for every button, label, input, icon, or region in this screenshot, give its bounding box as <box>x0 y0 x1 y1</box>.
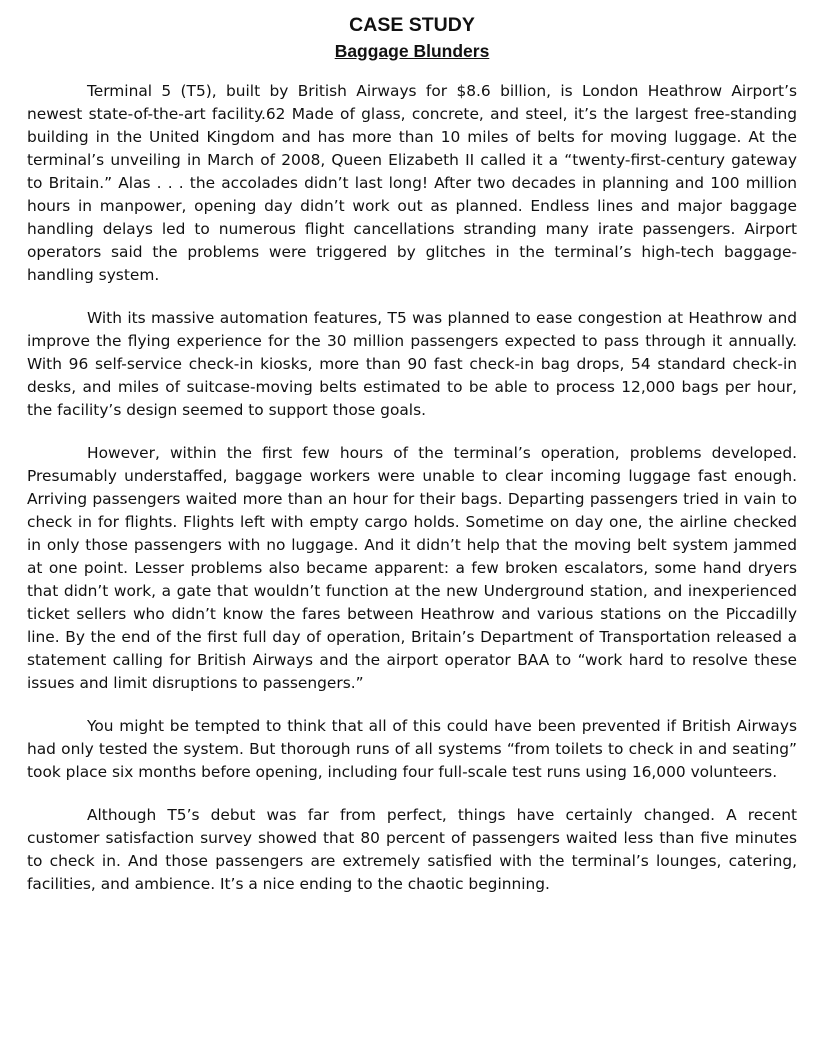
paragraph-5: Although T5’s debut was far from perfect, things have certainly changed. A recent customer satisfaction survey showed that 80 percent of passengers waited less than five minutes to check in. And those passengers are extremely satisfied with the terminal’s lounges, catering, facilities, and ambience. It’s a nice ending to the chaotic beginning. <box>27 806 797 893</box>
page-subtitle: Baggage Blunders <box>334 41 490 61</box>
paragraph-2: With its massive automation features, T5 was planned to ease congestion at Heathrow and improve the flying experience for the 30 million passengers expected to pass through it annually. With 96 self-service check-in kiosks, more than 90 fast check-in bag drops, 54 standard check-in desks, and miles of suitcase-moving belts estimated to be able to process 12,000 bags per hour, the facility’s design seemed to support those goals. <box>27 309 797 419</box>
paragraph-4: You might be tempted to think that all of this could have been prevented if British Airways had only tested the system. But thorough runs of all systems “from toilets to check in and seating” took place six months before opening, including four full-scale test runs using 16,000 volunteers. <box>27 717 797 781</box>
paragraph-3: However, within the first few hours of the terminal’s operation, problems developed. Presumably understaffed, baggage workers were unable to clear incoming luggage fast enough. Arriving passengers waited more than an hour for their bags. Departing passengers tried in vain to check in for flights. Flights left with empty cargo holds. Sometime on day one, the airline checked in only those passengers with no luggage. And it didn’t help that the moving belt system jammed at one point. Lesser problems also became apparent: a few broken escalators, some hand dryers that didn’t work, a gate that wouldn’t function at the new Underground station, and inexperienced ticket sellers who didn’t know the fares between Heathrow and various stations on the Piccadilly line. By the end of the first full day of operation, Britain’s Department of Transportation released a statement calling for British Airways and the airport operator BAA to “work hard to resolve these issues and limit disruptions to passengers.” <box>27 444 797 692</box>
paragraph-1: Terminal 5 (T5), built by British Airways for $8.6 billion, is London Heathrow Airport’s newest state-of-the-art facility.62 Made of glass, concrete, and steel, it’s the largest free-standing building in the United Kingdom and has more than 10 miles of belts for moving luggage. At the terminal’s unveiling in March of 2008, Queen Elizabeth II called it a “twenty-first-century gateway to Britain.” Alas . . . the accolades didn’t last long! After two decades in planning and 100 million hours in manpower, opening day didn’t work out as planned. Endless lines and major baggage handling delays led to numerous flight cancellations stranding many irate passengers. Airport operators said the problems were triggered by glitches in the terminal’s high-tech baggage-handling system. <box>27 82 797 284</box>
page-title: CASE STUDY <box>349 14 475 36</box>
